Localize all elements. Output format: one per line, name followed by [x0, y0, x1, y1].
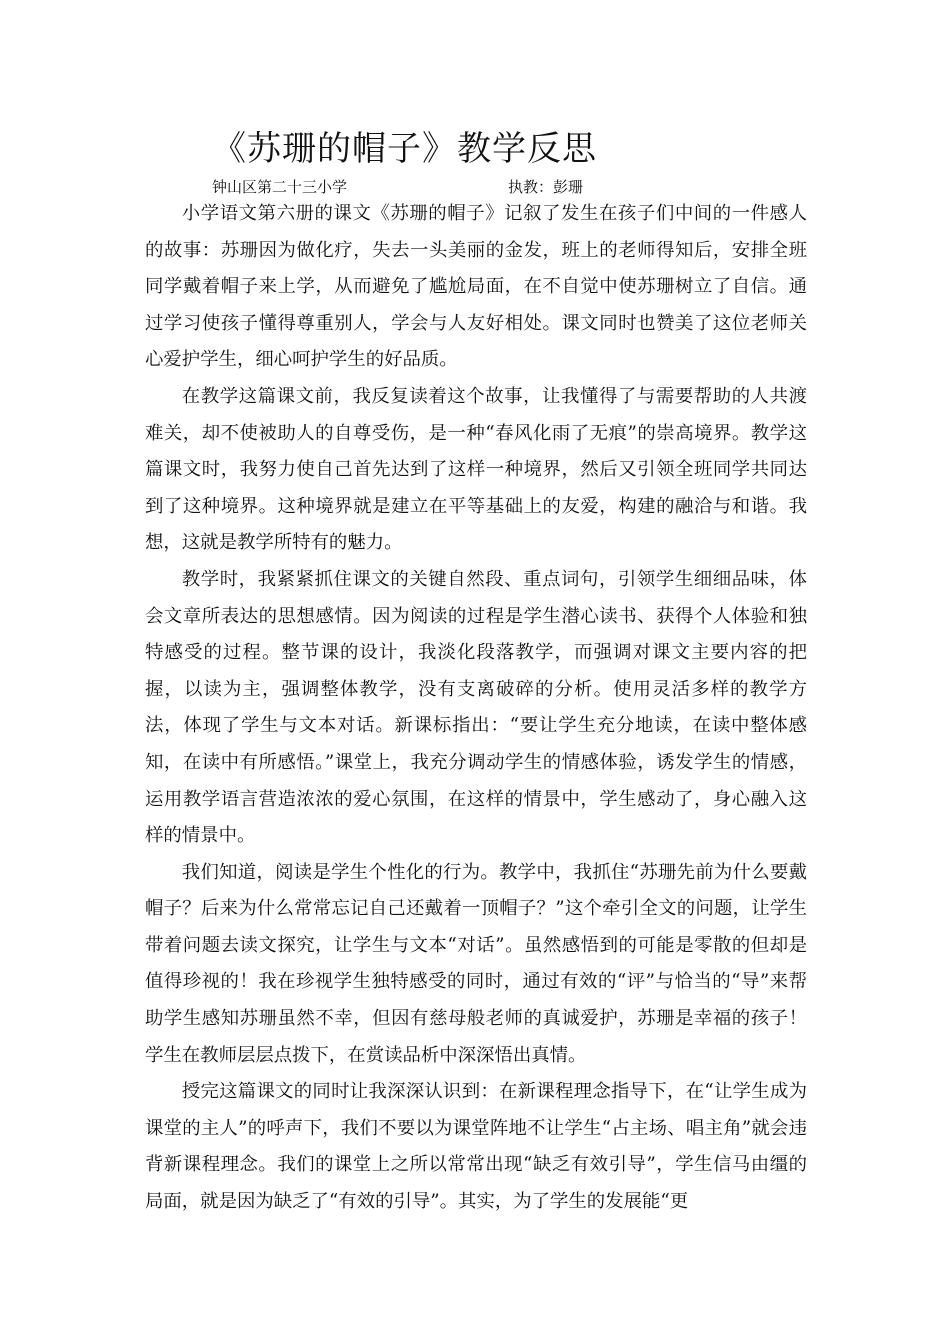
teacher-name: 执教：彭珊 — [508, 178, 584, 196]
paragraph-2: 在教学这篇课文前，我反复读着这个故事，让我懂得了与需要帮助的人共渡难关，却不使被助人的自尊受伤，是一种“春风化雨了无痕”的崇高境界。教学这篇课文时，我努力使自己首先达到了这样一种境界，然后又引领全班同学共同达到了这种境界。这种境界就是建立在平等基础上的友爱，构建的融洽与和谐。我想，这就是教学所特有的魅力。 — [145, 385, 807, 554]
school-name: 钟山区第二十三小学 — [212, 178, 348, 196]
document-title: 《苏珊的帽子》教学反思 — [212, 129, 597, 169]
paragraph-5: 授完这篇课文的同时让我深深认识到：在新课程理念指导下，在“让学生成为课堂的主人”的呼声下，我们不要以为课堂阵地不让学生“占主场、唱主角”就会违背新课程理念。我们的课堂上之所以常常出现“缺乏有效引导”，学生信马由缰的局面，就是因为缺乏了“有效的引导”。其实，为了学生的发展能“更 — [145, 1081, 807, 1213]
paragraph-4: 我们知道，阅读是学生个性化的行为。教学中，我抓住“苏珊先前为什么要戴帽子？后来为什么常常忘记自己还戴着一顶帽子？”这个牵引全文的问题，让学生带着问题去读文探究，让学生与文本“对话”。虽然感悟到的可能是零散的但却是值得珍视的！我在珍视学生独特感受的同时，通过有效的“评”与恰当的“导”来帮助学生感知苏珊虽然不幸，但因有慈母般老师的真诚爱护，苏珊是幸福的孩子！学生在教师层层点拨下，在赏读品析中深深悟出真情。 — [145, 861, 807, 1066]
paragraph-1: 小学语文第六册的课文《苏珊的帽子》记叙了发生在孩子们中间的一件感人的故事：苏珊因为做化疗，失去一头美丽的金发，班上的老师得知后，安排全班同学戴着帽子来上学，从而避免了尴尬局面，在不自觉中使苏珊树立了自信。通过学习使孩子懂得尊重别人，学会与人友好相处。课文同时也赞美了这位老师关心爱护学生，细心呵护学生的好品质。 — [145, 203, 807, 371]
document-body — [145, 196, 807, 1221]
paragraph-3: 教学时，我紧紧抓住课文的关键自然段、重点词句，引领学生细细品味，体会文章所表达的思想感情。因为阅读的过程是学生潜心读书、获得个人体验和独特感受的过程。整节课的设计，我淡化段落教学，而强调对课文主要内容的把握，以读为主，强调整体教学，没有支离破碎的分析。使用灵活多样的教学方法，体现了学生与文本对话。新课标指出：“要让学生充分地读，在读中整体感知，在读中有所感悟。”课堂上，我充分调动学生的情感体验，诱发学生的情感，运用教学语言营造浓浓的爱心氛围，在这样的情景中，学生感动了，身心融入这样的情景中。 — [145, 568, 807, 847]
